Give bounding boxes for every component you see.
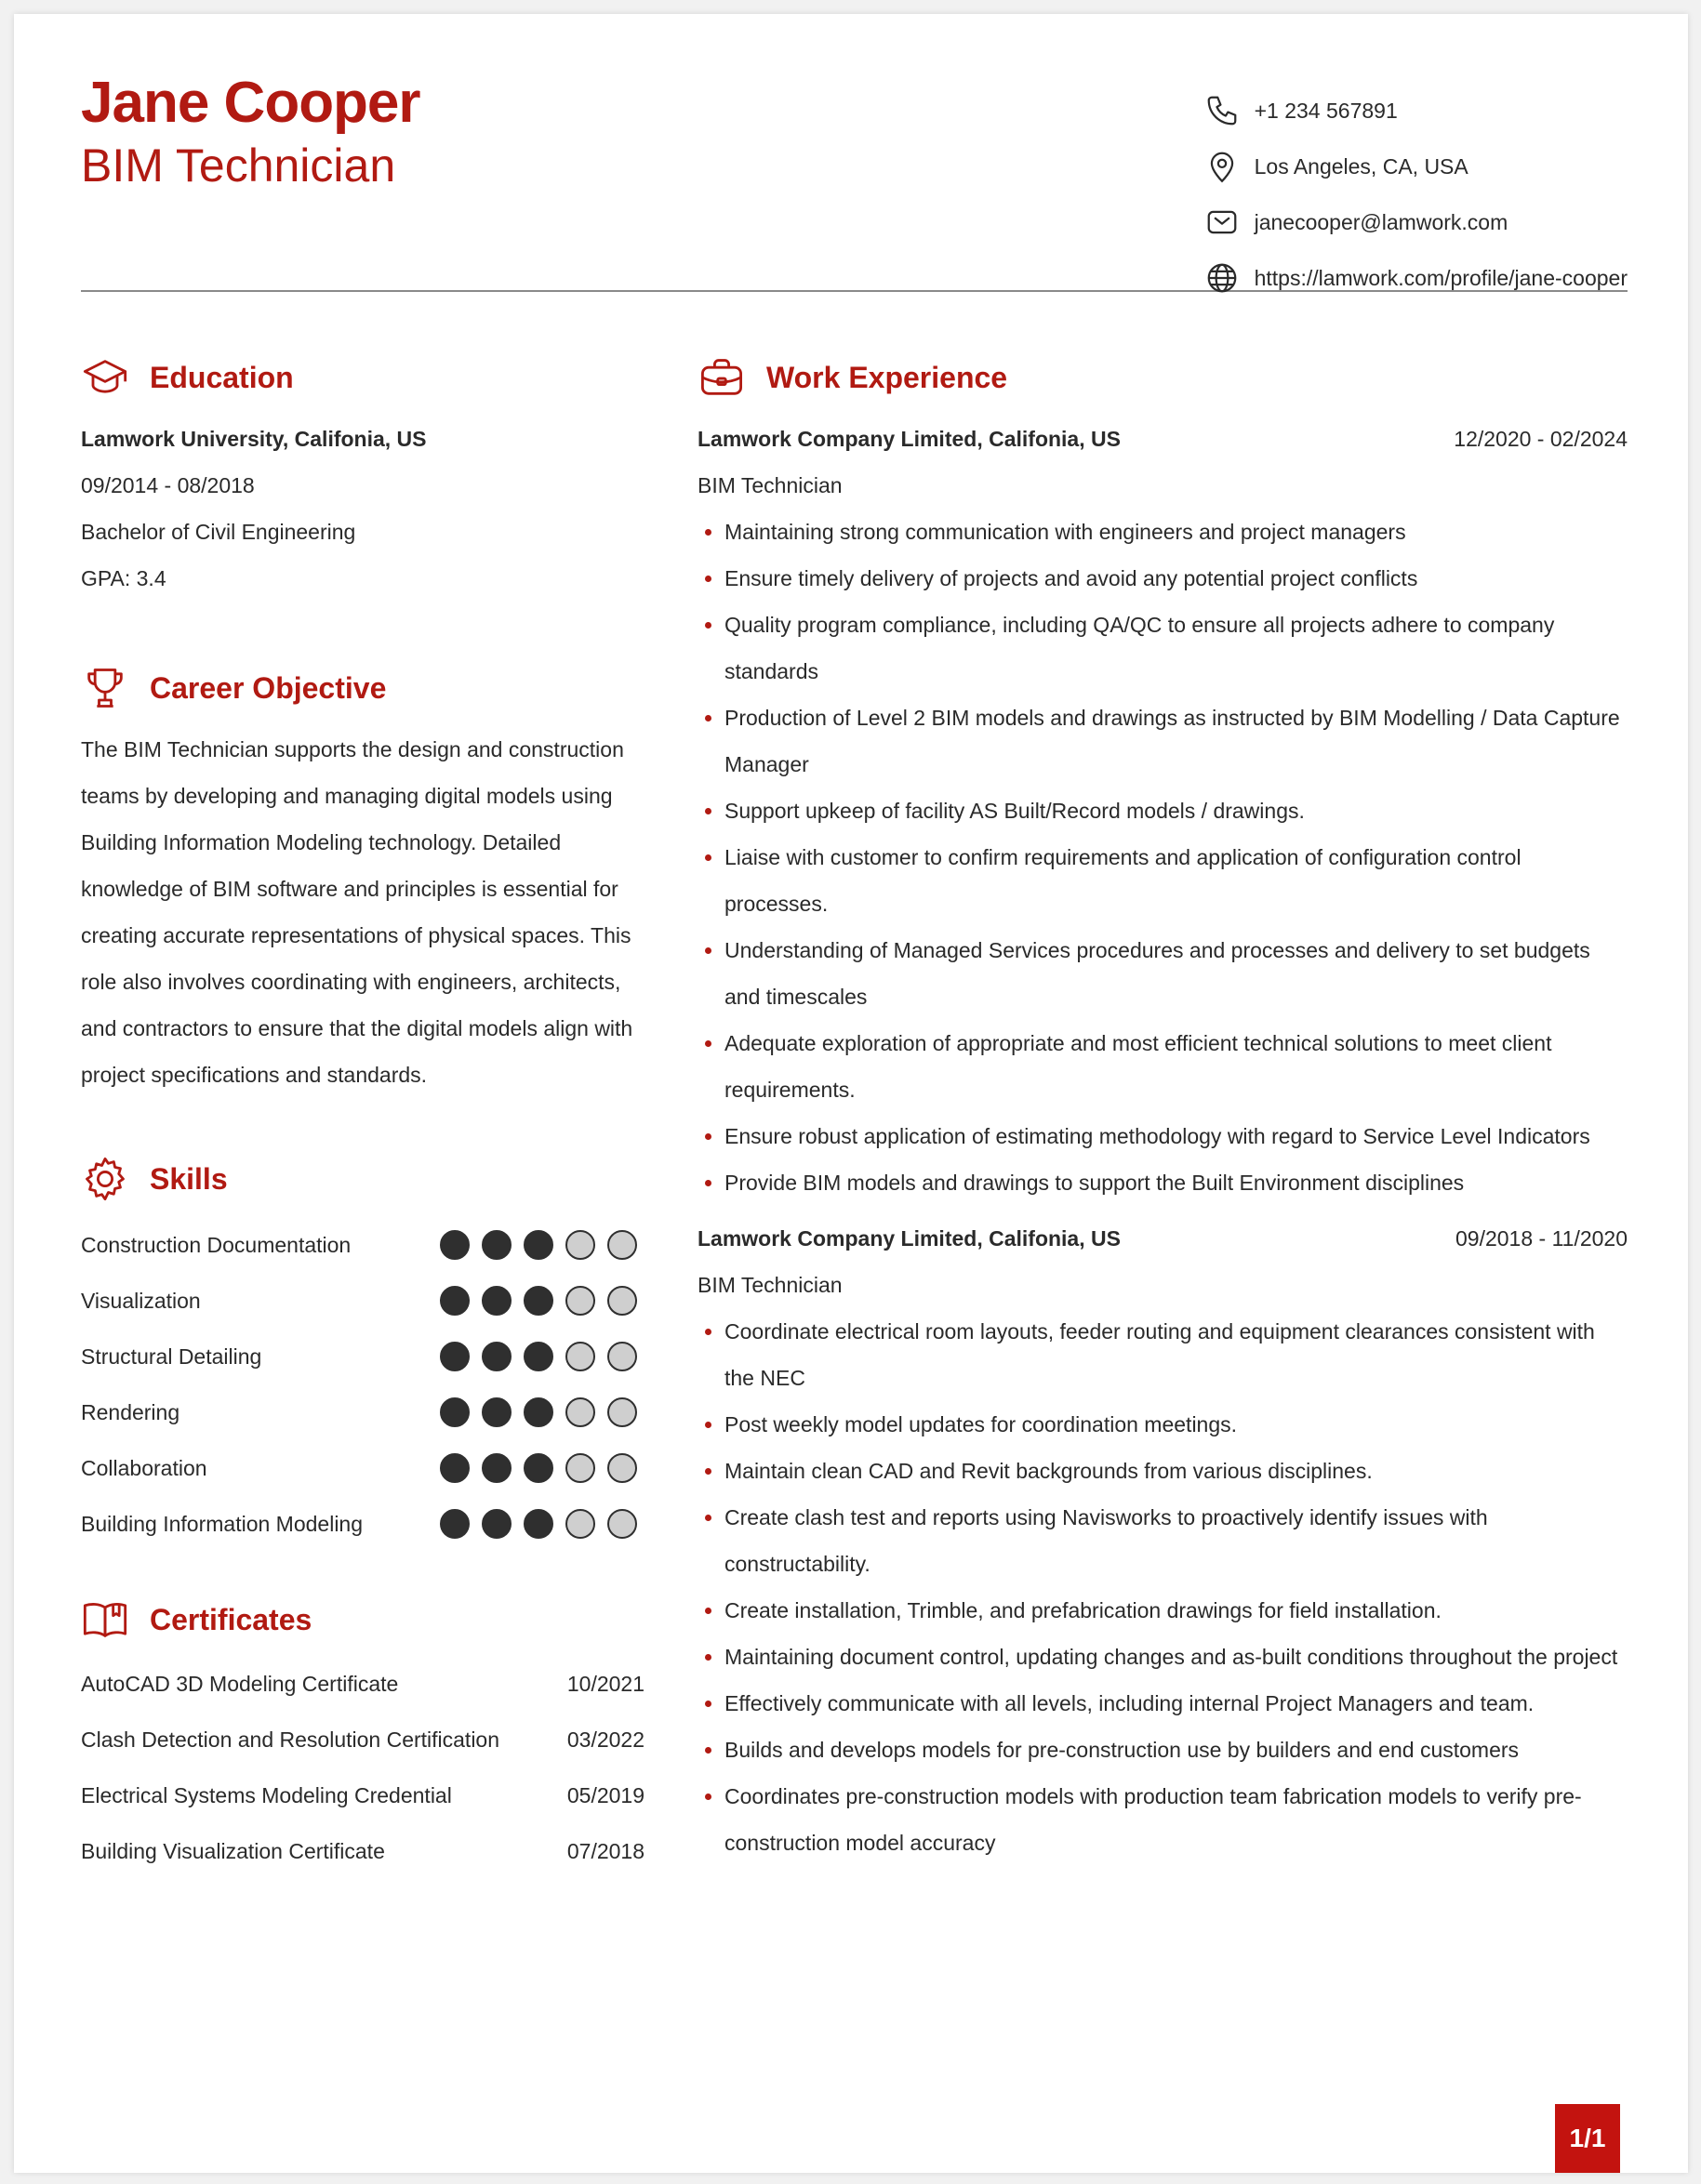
certificate-date: 05/2019 <box>566 1782 645 1807</box>
work-title: Work Experience <box>766 360 1008 394</box>
certificate-row <box>81 1656 645 1712</box>
gear-icon <box>81 1155 129 1203</box>
skill-name: Building Information Modeling <box>81 1511 364 1536</box>
job-bullet: Liaise with customer to confirm requirements and application of configuration control processes. <box>698 834 1628 927</box>
skill-name: Construction Documentation <box>81 1232 352 1257</box>
skill-dot-empty <box>565 1342 595 1371</box>
skill-dot-filled <box>440 1230 470 1260</box>
skill-dot-filled <box>524 1230 553 1260</box>
job-bullet: Provide BIM models and drawings to support the Built Environment disciplines <box>698 1159 1628 1206</box>
skill-row <box>81 1496 645 1552</box>
job-bullet: Maintaining strong communication with engineers and project managers <box>698 509 1628 555</box>
education-section <box>81 349 645 602</box>
skill-dot-empty <box>607 1342 637 1371</box>
skill-name: Visualization <box>81 1288 201 1313</box>
contact-email-text[interactable]: janecooper@lamwork.com <box>1254 209 1508 234</box>
skill-dot-filled <box>482 1230 512 1260</box>
skill-dot-filled <box>524 1509 553 1539</box>
skill-dot-filled <box>440 1286 470 1316</box>
book-icon <box>81 1595 129 1644</box>
objective-heading <box>81 659 645 717</box>
skill-dot-filled <box>440 1397 470 1427</box>
skill-level <box>440 1509 637 1539</box>
skill-level <box>440 1397 637 1427</box>
skill-row <box>81 1217 645 1273</box>
job-bullet: Support upkeep of facility AS Built/Record models / drawings. <box>698 788 1628 834</box>
job-bullet: Quality program compliance, including QA/QC to ensure all projects adhere to company standards <box>698 602 1628 695</box>
job-company: Lamwork Company Limited, Califonia, US <box>698 1226 1121 1251</box>
job-bullets <box>698 509 1628 1206</box>
page-number-badge: 1/1 <box>1555 2104 1620 2173</box>
skill-dot-filled <box>482 1342 512 1371</box>
candidate-title: BIM Technician <box>81 139 396 192</box>
skill-dot-filled <box>482 1397 512 1427</box>
job-bullets <box>698 1308 1628 1866</box>
job-entry <box>698 1215 1628 1866</box>
education-heading <box>81 349 645 406</box>
contact-email[interactable] <box>1204 194 1628 250</box>
certificate-name: Clash Detection and Resolution Certification <box>81 1727 500 1752</box>
job-bullet: Coordinate electrical room layouts, feeder routing and equipment clearances consistent with the NEC <box>698 1308 1628 1401</box>
resume-header <box>81 14 1628 292</box>
certificate-name: Building Visualization Certificate <box>81 1838 385 1863</box>
job-role: BIM Technician <box>698 1273 843 1297</box>
briefcase-icon <box>698 353 746 402</box>
skill-dot-empty <box>607 1230 637 1260</box>
job-bullet: Post weekly model updates for coordination meetings. <box>698 1401 1628 1448</box>
job-company: Lamwork Company Limited, Califonia, US <box>698 427 1121 451</box>
job-bullet: Adequate exploration of appropriate and most efficient technical solutions to meet client requirements. <box>698 1020 1628 1113</box>
contact-phone-text: +1 234 567891 <box>1254 98 1398 123</box>
contact-phone <box>1204 83 1628 139</box>
job-header <box>698 416 1628 462</box>
certificates-heading <box>81 1591 645 1648</box>
graduation-cap-icon <box>81 353 129 402</box>
certificates-list <box>81 1656 645 1879</box>
phone-icon <box>1204 93 1240 128</box>
skill-dot-filled <box>440 1342 470 1371</box>
skill-dot-filled <box>482 1453 512 1483</box>
skill-dot-empty <box>565 1230 595 1260</box>
skills-list <box>81 1217 645 1552</box>
objective-section <box>81 659 645 1098</box>
certificate-date: 07/2018 <box>566 1838 645 1863</box>
job-dates: 09/2018 - 11/2020 <box>1455 1226 1628 1251</box>
job-bullet: Create clash test and reports using Navisworks to proactively identify issues with constructability. <box>698 1494 1628 1587</box>
contact-location-text: Los Angeles, CA, USA <box>1254 153 1468 179</box>
job-bullet: Production of Level 2 BIM models and drawings as instructed by BIM Modelling / Data Capture Manager <box>698 695 1628 788</box>
job-dates: 12/2020 - 02/2024 <box>1454 427 1628 451</box>
contact-list <box>1204 83 1628 306</box>
certificate-date: 10/2021 <box>566 1671 645 1696</box>
job-bullet: Ensure robust application of estimating methodology with regard to Service Level Indicators <box>698 1113 1628 1159</box>
skill-row <box>81 1329 645 1384</box>
resume-page <box>14 14 1688 2173</box>
left-column <box>81 349 645 1879</box>
skills-title: Skills <box>150 1161 228 1196</box>
skill-dot-empty <box>607 1397 637 1427</box>
objective-text: The BIM Technician supports the design and construction teams by developing and managing digital models using Building Information Modeling technology. Detailed knowledge of BIM software and principles is essential for creating accurate representations of physical spaces. This role also involves coordinating with engineers, architects, and contractors to ensure that the digital models align with project specifications and standards. <box>81 737 633 1087</box>
contact-website-text[interactable]: https://lamwork.com/profile/jane-cooper <box>1254 265 1628 290</box>
job-bullet: Maintain clean CAD and Revit backgrounds from various disciplines. <box>698 1448 1628 1494</box>
skill-name: Rendering <box>81 1399 180 1424</box>
objective-title: Career Objective <box>150 670 387 705</box>
skill-dot-empty <box>565 1453 595 1483</box>
skill-dot-filled <box>524 1286 553 1316</box>
skill-name: Structural Detailing <box>81 1343 262 1369</box>
job-bullet: Ensure timely delivery of projects and avoid any potential project conflicts <box>698 555 1628 602</box>
skill-level <box>440 1230 637 1260</box>
skill-dot-filled <box>440 1453 470 1483</box>
job-role: BIM Technician <box>698 473 843 497</box>
skill-level <box>440 1342 637 1371</box>
job-bullet: Create installation, Trimble, and prefabrication drawings for field installation. <box>698 1587 1628 1634</box>
skill-dot-filled <box>524 1453 553 1483</box>
skill-dot-filled <box>524 1342 553 1371</box>
work-heading <box>698 349 1628 406</box>
skill-dot-empty <box>607 1286 637 1316</box>
education-gpa: GPA: 3.4 <box>81 566 166 590</box>
skill-dot-empty <box>565 1397 595 1427</box>
certificate-row <box>81 1767 645 1823</box>
skills-section <box>81 1150 645 1552</box>
skill-dot-filled <box>482 1286 512 1316</box>
candidate-name: Jane Cooper <box>81 71 420 135</box>
skill-row <box>81 1440 645 1496</box>
job-entry <box>698 416 1628 1206</box>
skill-dot-empty <box>565 1286 595 1316</box>
skill-level <box>440 1286 637 1316</box>
skill-dot-filled <box>440 1509 470 1539</box>
education-degree: Bachelor of Civil Engineering <box>81 520 356 544</box>
certificate-name: Electrical Systems Modeling Credential <box>81 1782 452 1807</box>
globe-icon <box>1204 260 1240 296</box>
mail-icon <box>1204 205 1240 240</box>
certificate-name: AutoCAD 3D Modeling Certificate <box>81 1671 399 1696</box>
job-bullet: Effectively communicate with all levels, including internal Project Managers and team. <box>698 1680 1628 1727</box>
skill-dot-empty <box>607 1453 637 1483</box>
skill-row <box>81 1384 645 1440</box>
job-bullet: Coordinates pre-construction models with production team fabrication models to verify pre-construction model accuracy <box>698 1773 1628 1866</box>
education-dates: 09/2014 - 08/2018 <box>81 473 255 497</box>
job-bullet: Understanding of Managed Services procedures and processes and delivery to set budgets and timescales <box>698 927 1628 1020</box>
skill-name: Collaboration <box>81 1455 207 1480</box>
skill-dot-filled <box>524 1397 553 1427</box>
certificates-section <box>81 1591 645 1879</box>
contact-website[interactable] <box>1204 250 1628 306</box>
contact-location <box>1204 139 1628 194</box>
skill-dot-filled <box>482 1509 512 1539</box>
certificate-row <box>81 1712 645 1767</box>
job-header <box>698 1215 1628 1262</box>
certificate-row <box>81 1823 645 1879</box>
certificate-date: 03/2022 <box>566 1727 645 1752</box>
certificates-title: Certificates <box>150 1602 312 1636</box>
skills-heading <box>81 1150 645 1208</box>
job-bullet: Builds and develops models for pre-construction use by builders and end customers <box>698 1727 1628 1773</box>
skill-level <box>440 1453 637 1483</box>
right-column <box>698 349 1628 1866</box>
skill-row <box>81 1273 645 1329</box>
skill-dot-empty <box>565 1509 595 1539</box>
skill-dot-empty <box>607 1509 637 1539</box>
location-pin-icon <box>1204 149 1240 184</box>
trophy-icon <box>81 664 129 712</box>
education-title: Education <box>150 360 294 394</box>
job-bullet: Maintaining document control, updating changes and as-built conditions throughout the project <box>698 1634 1628 1680</box>
education-school: Lamwork University, Califonia, US <box>81 427 427 451</box>
